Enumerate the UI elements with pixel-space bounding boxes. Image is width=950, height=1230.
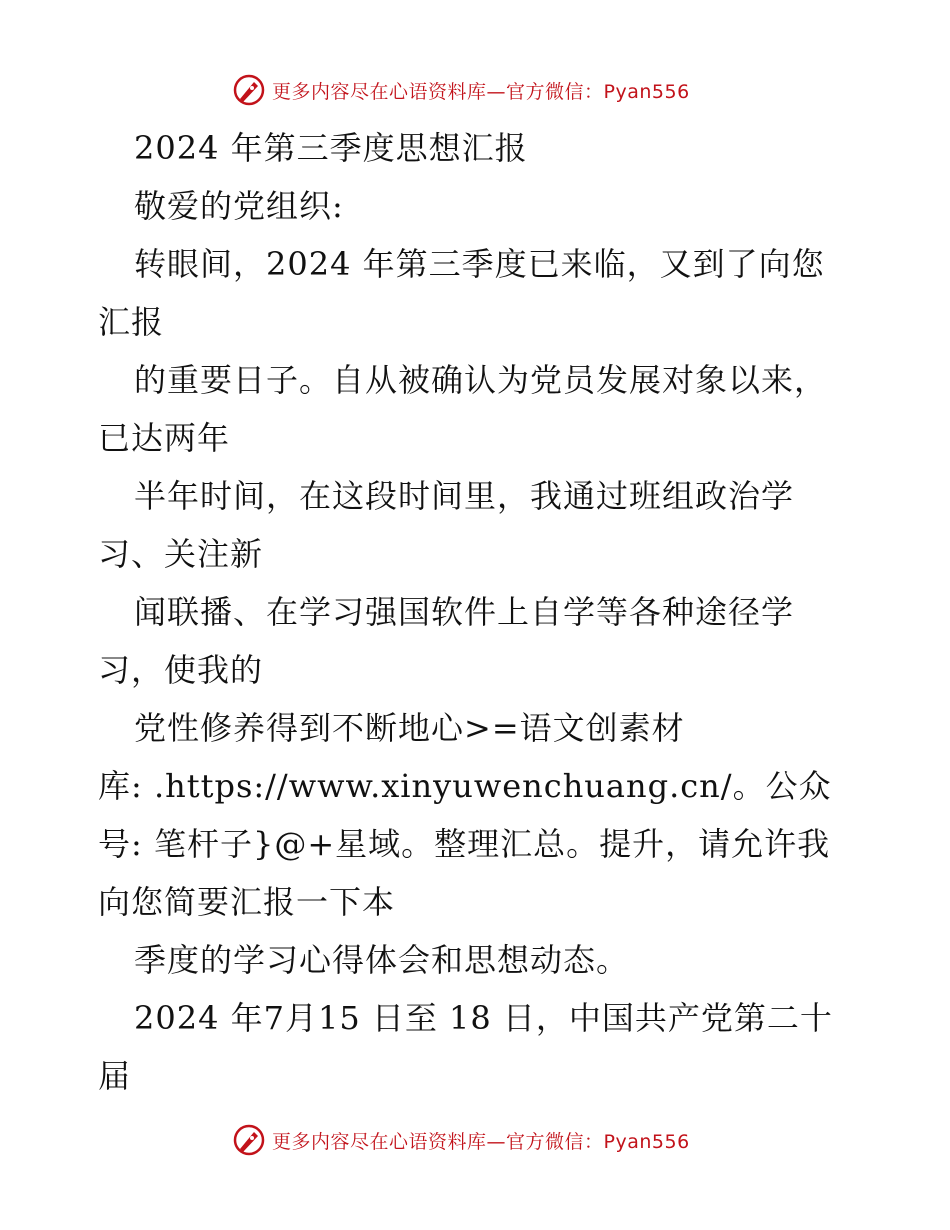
- paragraph-line: 习，使我的: [98, 651, 264, 689]
- paragraph-line: 习、关注新: [98, 535, 264, 573]
- pen-nib-logo-icon: [232, 1123, 266, 1157]
- document-title: 2024 年第三季度思想汇报: [134, 129, 528, 167]
- watermark-text: 更多内容尽在心语资料库—官方微信：Pyan556: [272, 1130, 690, 1153]
- salutation: 敬爱的党组织:: [134, 187, 344, 225]
- paragraph-line: 向您简要汇报一下本: [98, 883, 396, 921]
- paragraph-line: 届: [98, 1057, 132, 1095]
- paragraph-line: 号: 笔杆子}@+星域。整理汇总。提升，请允许我: [98, 825, 831, 863]
- paragraph-line: 的重要日子。自从被确认为党员发展对象以来，: [134, 361, 828, 399]
- paragraph-line: 2024 年7月15 日至 18 日，中国共产党第二十: [134, 999, 833, 1037]
- paragraph-line: 转眼间，2024 年第三季度已来临，又到了向您: [134, 245, 825, 283]
- watermark-header: [232, 72, 690, 108]
- paragraph-line: 季度的学习心得体会和思想动态。: [134, 941, 630, 979]
- watermark-footer: [232, 1122, 690, 1158]
- paragraph-line: 库: .https://www.xinyuwenchuang.cn/。公众: [98, 767, 832, 805]
- watermark-text: 更多内容尽在心语资料库—官方微信：Pyan556: [272, 80, 690, 103]
- paragraph-line: 闻联播、在学习强国软件上自学等各种途径学: [134, 593, 795, 631]
- paragraph-line: 已达两年: [98, 419, 231, 457]
- paragraph-line: 党性修养得到不断地心>=语文创素材: [134, 709, 685, 747]
- paragraph-line: 半年时间，在这段时间里，我通过班组政治学: [134, 477, 795, 515]
- pen-nib-logo-icon: [232, 73, 266, 107]
- paragraph-line: 汇报: [98, 303, 165, 341]
